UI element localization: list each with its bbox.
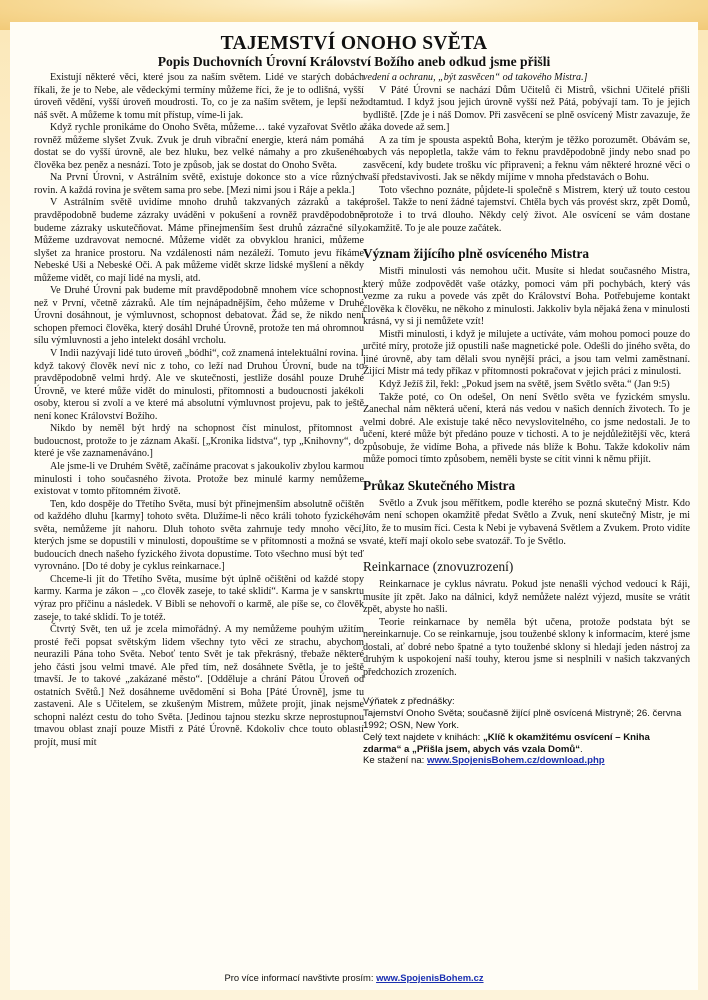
paragraph: Chceme-li jít do Třetího Světa, musíme být úplně očištěni od každé stopy karmy. Karma je zákon – „co člověk zaseje, to také sklidí“. Karma je v sanskrtu výraz pro příčinu a následek. V Bibli se nehovoří o karmě, ale píše se, co člověk zaseje, to také sklidí. To je totéž. <box>34 573 364 623</box>
section-heading: Reinkarnace (znovuzrození) <box>363 559 514 575</box>
paragraph: Toto všechno poznáte, půjdete-li společně s Mistrem, který už touto cestou prošel. Takže to není žádné tajemství. Chtěla bych vás provést skrz, zpět Domů, protože i to trvá dlouho. Někdy celý život. Ale osvícení se vám dostane okamžitě. To je ale pouze začátek. <box>363 184 690 234</box>
paragraph: V Páté Úrovni se nachází Dům Učitelů či Mistrů, všichni Učitelé přišli odtamtud. I když jsou jejich úrovně vyšší než Pátá, pobývají tam. To je jejich bydliště. [Zde je i náš Domov. Při zasvěcení se plně osvícený Mistr zavazuje, že žáka dovede až sem.] <box>363 84 690 134</box>
download-prefix: Ke stažení na: <box>363 755 427 767</box>
left-column <box>34 72 364 750</box>
source-books-suffix: . <box>580 743 583 755</box>
paragraph: Mistři minulosti, i když je milujete a uctíváte, vám mohou pomoci pouze do určité míry, protože již opustili naše magnetické pole. Odešli do jiného světa, do jiné úrovně, aby tam dělali svou nynější práci, a jsou tam velmi zaměstnaní. Žijící Mistr má tedy příkaz v přítomnosti pokračovat v jejich práci z minulosti. <box>363 328 690 378</box>
section-heading: Význam žijícího plně osvíceného Mistra <box>363 246 590 262</box>
footer <box>0 972 708 983</box>
right-column <box>363 72 690 767</box>
paragraph: Existují některé věci, které jsou za naším světem. Lidé ve starých dobách říkali, že je to Nebe, ale vědeckými termíny můžeme říci, že je to odlišná, vyšší úroveň vědění, vyšší úroveň moudrosti. To, co je za naším světem, je lepší než náš svět. A můžeme k tomu mít přístup, víme-li jak. <box>34 72 364 121</box>
paragraph: Nikdo by neměl být hrdý na schopnost číst minulost, přítomnost a budoucnost, protože to je záznam Akaší. [„Kronika lidstva“, typ „Knihovny“, do které je vše zaznamenáváno.] <box>34 423 364 460</box>
section-heading: Průkaz Skutečného Mistra <box>363 477 516 493</box>
paragraph: Světlo a Zvuk jsou měřítkem, podle kterého se pozná skutečný Mistr. Kdo vám není schopen okamžitě předat Světlo a Zvuk, není skutečný Mistr, je mi líto, že to musím říci. Cesta k Nebi je vybavená Světlem a Zvukem. Proto vidíte svaté, kteří mají okolo sebe svatozář. To je Světlo. <box>363 497 690 547</box>
download-link[interactable]: www.SpojenisBohem.cz/download.php <box>427 755 605 767</box>
paragraph: Ten, kdo dospěje do Třetího Světa, musí být přinejmenším absolutně očištěn od každého dluhu [karmy] tohoto světa. Dlužíme-li něco králi tohoto fyzického světa, nemůžeme jít nahoru. Dluh tohoto světa zahrnuje tedy mnoho věcí, kterých jsme se dopustili v minulosti, dopouštíme se v přítomnosti a možná se v budoucích dnech našeho fyzického života dopustíme. Toto všechno musí být teď vyrovnáno. [Do té doby je cyklus reinkarnace.] <box>34 498 364 573</box>
paragraph: V Indii nazývají lidé tuto úroveň „bódhi“, což znamená intelektuální rovina. I když takový člověk neví nic z toho, co leží nad Druhou Úrovní, bude na to pravděpodobně velmi hrdý. Ale ve skutečnosti, jestliže dosáhl pouze Druhé Úrovně, ve které může vidět do minulosti, přítomnosti a budoucnosti jakékoli osoby, kterou si zvolí a ve které má absolutní výmluvnost projevu, pak to ještě není konec Království Božího. <box>34 348 364 422</box>
paragraph: Když Ježíš žil, řekl: „Pokud jsem na světě, jsem Světlo světa.“ (Jan 9:5) <box>379 379 670 391</box>
paragraph: A za tím je spousta aspektů Boha, kterým je těžko porozumět. Obávám se, abych vás nepopletla, takže vám to řeknu pravděpodobně jindy nebo snad po zasvěcení, kdy budete trošku víc připraveni; a řeknu vám některé hrozné věci o vaší představivosti. Jak se někdy míjíme v mnoha představách o Bohu. <box>363 134 690 184</box>
paragraph: Čtvrtý Svět, ten už je zcela mimořádný. A my nemůžeme pouhým užitím prosté řeči popsat světským lidem všechny tyto věci ze strachu, abychom neurazili Pána toho Světa. Neboť tento Svět je tak překrásný, třebaže některé jeho části jsou velmi tmavé. Ale před tím, než dosáhnete Světla, je to ještě tmavší. Je to takové „zakázané město“. [Odděluje a chrání Pátou Úroveň od ostatních Světů.] Než dosáhneme uvědomění si Boha [Páté Úrovně], jsme tu zastaveni. Ale s Učitelem, se zkušeným Mistrem, můžete projít, jinak nejsme schopni nalézt cestu do toho Světa. [Jedinou tajnou stezku skrze neprostupnou tmavou oblast znají pouze Mistři z Páté Úrovně. Kdokoliv chce touto oblastí projít, musí mít <box>34 624 364 748</box>
paragraph: vedení a ochranu, „být zasvěcen“ od takového Mistra.] <box>363 72 588 83</box>
paragraph: Takže poté, co On odešel, On není Světlo světa ve fyzickém smyslu. Zanechal nám některá učení, která nás vedou v našich denních životech. To je velmi dobré. Ale existuje také něco nevyslovitelného, co jsme nedostali. Je to učení, které může být předáno pouze v tichosti. A to je nejdůležitější věc, která způsobuje, že vidíme Boha, a přivede nás blíže k Bohu. Takže kdokoliv nám může pomoci tímto způsobem, neměli byste se cítit vinni k němu přijít. <box>363 391 690 466</box>
paragraph: Ale jsme-li ve Druhém Světě, začínáme pracovat s jakoukoliv zbylou karmou minulosti i toho současného života. Protože bez minulé karmy nemůžeme existovat v tomto přítomném životě. <box>34 460 364 498</box>
paragraph: V Astrálním světě uvidíme mnoho druhů takzvaných zázraků a také pravděpodobně budeme zázraky uváděni v pokušení a rovněž pravděpodobně budeme zázraky uskutečňovat. Máme přinejmenším šest druhů zázračné síly. Můžeme uzdravovat nemocné. Můžeme vidět za obvyklou hranici, můžeme slyšet za hranice prostoru. Na vzdálenosti nám nezáleží. Tomuto jevu říkáme Nebeské Uši a Nebeské Oči. A pak můžeme vidět skrze lidské myšlení a někdy můžeme vidět, co mají lidé na mysli, atd. <box>34 197 364 284</box>
page-title: TAJEMSTVÍ ONOHO SVĚTA <box>220 33 488 54</box>
source-books <box>363 732 690 756</box>
source-books-prefix: Celý text najdete v knihách: <box>363 731 483 743</box>
source-download <box>363 755 690 767</box>
paragraph: Mistři minulosti vás nemohou učit. Musíte si hledat současného Mistra, který může zodpovědět vaše otázky, pomoci vám při pochybách, který vás vezme za ruku a povede vás zpět do Království Boha. Potřebujeme kontakt člověka k člověku, ne někoho z minulosti. Jakkoliv byla nějaká žena v minulosti krásná, vy si ji nemůžete vzít! <box>363 266 690 328</box>
footer-link[interactable]: www.SpojenisBohem.cz <box>376 972 484 983</box>
source-block <box>363 696 690 767</box>
paragraph: Na První Úrovni, v Astrálním světě, existuje dokonce sto a více různých rovin. A každá rovina je světem sama pro sebe. [Mezi nimi jsou i Ráje a pekla.] <box>34 172 364 196</box>
source-citation: Tajemství Onoho Světa; současně žijící plně osvícená Mistryně; 26. června 1992; OSN, New York. <box>363 708 682 732</box>
footer-text: Pro více informací navštivte prosím: <box>224 972 377 983</box>
paragraph: Když rychle pronikáme do Onoho Světa, můžeme… také vyzařovat Světlo a rovněž můžeme slyšet Zvuk. Zvuk je druh vibrační energie, která nám pomáhá dostat se do vyšší úrovně, ale bez hluku, bez velké námahy a pro zkušeného člověka bez peněz a nesnází. Toto je způsob, jak se dostat do Onoho Světa. <box>34 122 364 171</box>
paragraph: Teorie reinkarnace by neměla být učena, protože podstata být se nereinkarnuje. Co se reinkarnuje, jsou touženbé sklony k informacím, které jsme dostali, ať dobré nebo špatné a tyto touženbé sklony si hledají jeden nástroj za druhým k uspokojení naší touhy, kterou jsme si nesplnili v našich takzvaných předchozích zrozeních. <box>363 616 690 678</box>
source-books-titles: „Klíč k okamžitému osvícení – Kniha zdarma“ a „Přišla jsem, abych vás vzala Domů“ <box>363 731 650 755</box>
page-subtitle: Popis Duchovních Úrovní Království Božího aneb odkud jsme přišli <box>157 54 551 69</box>
paragraph: Reinkarnace je cyklus návratu. Pokud jste nenašli východ vedoucí k Ráji, musíte jít zpět. Jako na dálnici, když nemůžete nalézt výjezd, musíte se vrátit zpět, abyste ho našli. <box>363 579 690 616</box>
paragraph: Ve Druhé Úrovni pak budeme mít pravděpodobně mnohem více schopností než v První, včetně zázraků. Ale tím nejnápadnějším, čeho můžeme v Druhé Úrovni dosáhnout, je výmluvnost, schopnost debatovat. Žád se, že nikdo není schopen přemoci člověka, který dosáhl Druhé Úrovně, protože ten má ohromnou sílu výmluvnosti a jeho intelekt dosáhl vrcholu. <box>34 285 364 347</box>
source-label: Výňatek z přednášky: <box>363 696 455 708</box>
